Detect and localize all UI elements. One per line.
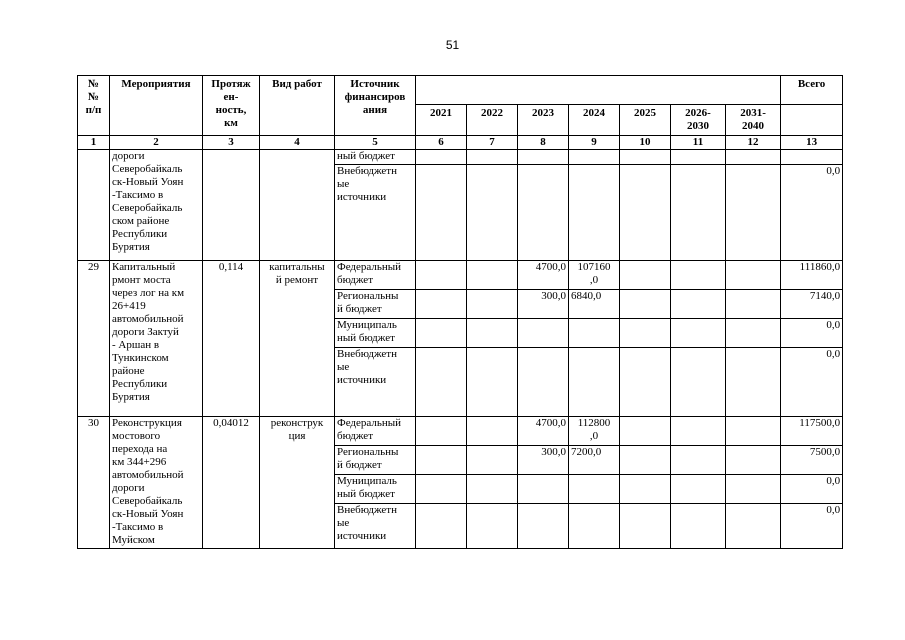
- empty-cell: [620, 165, 671, 261]
- empty-cell: [726, 261, 781, 290]
- empty-cell: [518, 319, 569, 348]
- cell-source: ный бюджет: [335, 150, 416, 165]
- empty-cell: [467, 417, 518, 446]
- cell-value: 4700,0: [518, 417, 569, 446]
- empty-cell: [620, 319, 671, 348]
- empty-cell: [416, 165, 467, 261]
- cell-total: 111860,0: [781, 261, 843, 290]
- cell-event-name: дороги Северобайкаль ск-Новый Уоян -Таксимо в Северобайкаль ском районе Республики Бурятия: [110, 150, 203, 261]
- empty-cell: [726, 504, 781, 549]
- header-year: 2023: [518, 105, 569, 136]
- cell-work-type: реконструк ция: [260, 417, 335, 549]
- cell-total: 7140,0: [781, 290, 843, 319]
- empty-cell: [416, 150, 467, 165]
- empty-cell: [726, 150, 781, 165]
- column-number-row: [78, 136, 843, 150]
- header-row-1: [78, 76, 843, 105]
- cell-total: 0,0: [781, 475, 843, 504]
- empty-cell: [416, 475, 467, 504]
- empty-cell: [416, 290, 467, 319]
- empty-cell: [620, 504, 671, 549]
- column-number: 8: [518, 136, 569, 150]
- header-year: 2025: [620, 105, 671, 136]
- empty-cell: [620, 290, 671, 319]
- header-length: Протяж ен- ность, км: [203, 76, 260, 136]
- empty-cell: [671, 165, 726, 261]
- empty-cell: [467, 150, 518, 165]
- empty-cell: [726, 446, 781, 475]
- cell-source: Внебюджетн ые источники: [335, 504, 416, 549]
- financing-table: [77, 75, 843, 549]
- cell-length: [203, 150, 260, 261]
- empty-cell: [781, 150, 843, 165]
- cell-value: 112800 ,0: [569, 417, 620, 446]
- cell-event-name: Капитальный рмонт моста через лог на км 26+419 автомобильной дороги Зактуй - Аршан в Тункинском районе Республики Бурятия: [110, 261, 203, 417]
- empty-cell: [467, 165, 518, 261]
- empty-cell: [518, 150, 569, 165]
- column-number: 2: [110, 136, 203, 150]
- page-number: 51: [445, 38, 460, 52]
- empty-cell: [416, 417, 467, 446]
- empty-cell: [569, 504, 620, 549]
- table-row: [78, 261, 843, 290]
- cell-source: Муниципаль ный бюджет: [335, 319, 416, 348]
- header-year: 2024: [569, 105, 620, 136]
- empty-cell: [620, 348, 671, 417]
- empty-cell: [467, 319, 518, 348]
- column-number: 11: [671, 136, 726, 150]
- empty-cell: [416, 348, 467, 417]
- table-row: [78, 150, 843, 165]
- cell-value: 107160 ,0: [569, 261, 620, 290]
- cell-num: 29: [78, 261, 110, 417]
- header-year: 2022: [467, 105, 518, 136]
- cell-value: 7200,0: [569, 446, 620, 475]
- column-number: 4: [260, 136, 335, 150]
- column-number: 13: [781, 136, 843, 150]
- column-number: 3: [203, 136, 260, 150]
- empty-cell: [467, 446, 518, 475]
- empty-cell: [569, 165, 620, 261]
- header-total-blank: [781, 105, 843, 136]
- header-source: Источник финансиров ания: [335, 76, 416, 136]
- column-number: 6: [416, 136, 467, 150]
- header-year: 2021: [416, 105, 467, 136]
- empty-cell: [620, 261, 671, 290]
- empty-cell: [569, 319, 620, 348]
- cell-source: Региональны й бюджет: [335, 290, 416, 319]
- cell-value: 4700,0: [518, 261, 569, 290]
- empty-cell: [671, 475, 726, 504]
- empty-cell: [518, 504, 569, 549]
- empty-cell: [726, 165, 781, 261]
- empty-cell: [620, 475, 671, 504]
- cell-work-type: капитальны й ремонт: [260, 261, 335, 417]
- empty-cell: [569, 475, 620, 504]
- empty-cell: [518, 165, 569, 261]
- empty-cell: [726, 348, 781, 417]
- empty-cell: [518, 348, 569, 417]
- empty-cell: [467, 348, 518, 417]
- empty-cell: [620, 446, 671, 475]
- cell-source: Внебюджетн ые источники: [335, 348, 416, 417]
- header-num: № № п/п: [78, 76, 110, 136]
- cell-work-type: [260, 150, 335, 261]
- empty-cell: [671, 261, 726, 290]
- column-number: 9: [569, 136, 620, 150]
- cell-total: 0,0: [781, 504, 843, 549]
- column-number: 10: [620, 136, 671, 150]
- cell-length: 0,04012: [203, 417, 260, 549]
- empty-cell: [671, 348, 726, 417]
- empty-cell: [467, 504, 518, 549]
- cell-event-name: Реконструкция мостового перехода на км 344+296 автомобильной дороги Северобайкаль ск-Новый Уоян -Таксимо в Муйском: [110, 417, 203, 549]
- cell-source: Федеральный бюджет: [335, 417, 416, 446]
- empty-cell: [416, 446, 467, 475]
- table-row: [78, 417, 843, 446]
- cell-length: 0,114: [203, 261, 260, 417]
- header-year: 2031- 2040: [726, 105, 781, 136]
- cell-total: 117500,0: [781, 417, 843, 446]
- cell-source: Муниципаль ный бюджет: [335, 475, 416, 504]
- empty-cell: [671, 150, 726, 165]
- header-work-type: Вид работ: [260, 76, 335, 136]
- cell-total: 0,0: [781, 319, 843, 348]
- column-number: 7: [467, 136, 518, 150]
- empty-cell: [726, 319, 781, 348]
- cell-total: 7500,0: [781, 446, 843, 475]
- empty-cell: [467, 290, 518, 319]
- empty-cell: [416, 504, 467, 549]
- cell-source: Внебюджетн ые источники: [335, 165, 416, 261]
- column-number: 5: [335, 136, 416, 150]
- cell-source: Федеральный бюджет: [335, 261, 416, 290]
- empty-cell: [726, 475, 781, 504]
- empty-cell: [518, 475, 569, 504]
- empty-cell: [569, 150, 620, 165]
- empty-cell: [726, 290, 781, 319]
- empty-cell: [416, 261, 467, 290]
- header-years-group: [416, 76, 781, 105]
- cell-num: 30: [78, 417, 110, 549]
- empty-cell: [620, 417, 671, 446]
- cell-total: 0,0: [781, 348, 843, 417]
- empty-cell: [671, 319, 726, 348]
- header-year: 2026- 2030: [671, 105, 726, 136]
- cell-value: 300,0: [518, 446, 569, 475]
- empty-cell: [726, 417, 781, 446]
- empty-cell: [467, 475, 518, 504]
- empty-cell: [671, 446, 726, 475]
- column-number: 12: [726, 136, 781, 150]
- header-event: Мероприятия: [110, 76, 203, 136]
- cell-source: Региональны й бюджет: [335, 446, 416, 475]
- empty-cell: [467, 261, 518, 290]
- cell-value: 300,0: [518, 290, 569, 319]
- cell-value: 6840,0: [569, 290, 620, 319]
- empty-cell: [671, 417, 726, 446]
- column-number: 1: [78, 136, 110, 150]
- cell-num: [78, 150, 110, 261]
- empty-cell: [569, 348, 620, 417]
- header-total: Всего: [781, 76, 843, 105]
- empty-cell: [671, 504, 726, 549]
- empty-cell: [416, 319, 467, 348]
- cell-total: 0,0: [781, 165, 843, 261]
- empty-cell: [620, 150, 671, 165]
- empty-cell: [671, 290, 726, 319]
